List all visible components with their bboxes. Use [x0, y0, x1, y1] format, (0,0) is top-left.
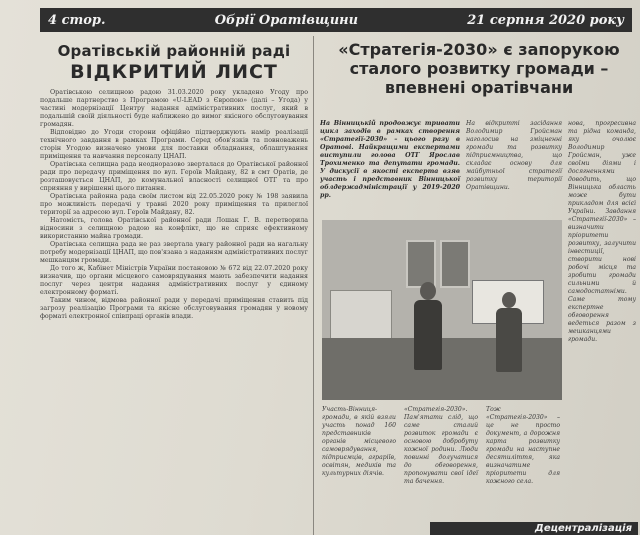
open-letter-title-line2: ВІДКРИТИЙ ЛИСТ [70, 61, 278, 83]
open-letter-body [40, 89, 308, 321]
event-photo [322, 220, 562, 400]
paragraph: Оратівська селищна рада неодноразово зверталася до Оратівської районної ради про передачу приміщення по вул. Героїв Майдану, 82 в смт Оратів, де розташовується ЦНАП, до комунальної власності селищної ОТГ та про сприяння у вирішенні цього питання. [40, 161, 308, 192]
section-footer: Децентралізація [430, 522, 638, 535]
article-column-bottom-2: «Стратегія-2030». Пам'ятати слід, що саме сталий розвиток громади є основою добробуту кожної родини. Люди повинні долучатися до обговорення, пропонувати свої ідеї та бачення. [404, 406, 478, 485]
article-column-bottom-1: Участь-Вінниця-громади, в якій взяли участь понад 160 представників органів місцевого самоврядування, підприємців, аграріїв, освітян, медиків та культурних діячів. [322, 406, 396, 477]
photo-person-head [502, 292, 516, 308]
strategy-article [320, 36, 638, 535]
photo-person-head [420, 282, 436, 300]
page-number: 4 стор. [48, 12, 106, 28]
photo-floor [322, 338, 562, 400]
photo-person [496, 308, 522, 372]
open-letter-title-line1: Оратівській районній раді [57, 42, 291, 60]
paragraph: Таким чином, відмова районної ради у передачі приміщення ставить під загрозу реалізацію Програми та якісне обслуговування громадян у новому форматі електронної співпраці органів влади. [40, 297, 308, 320]
strategy-columns [320, 120, 638, 535]
paragraph: До того ж, Кабінет Міністрів України постановою № 672 від 22.07.2020 року визначив, що органи місцевого самоврядування мають забезпечити надання послуг через центри надання адміністративних послуг у єдиному електронному форматі. [40, 265, 308, 296]
paragraph: Відповідно до Угоди сторони офіційно підтверджують намір реалізації технічного завдання в рамках Програми. Серед обов'язків та повноважень сторін Угодою визначено умови для поставки обладнання, облаштування приміщення та навчання персоналу ЦНАП. [40, 129, 308, 160]
strategy-headline: «Стратегія-2030» є запорукою сталого розвитку громади – впевнені оратівчани [338, 40, 620, 97]
paragraph: Натомість, голова Оратівської районної ради Лошак Г. В. перетворила відносини з селищною радою на конфлікт, що не сприяє ефективному використанню майна громади. [40, 217, 308, 240]
photo-window [440, 240, 470, 288]
issue-date: 21 серпня 2020 року [467, 12, 624, 28]
paragraph: Оратівська селищна рада не раз звертала увагу районної ради на нагальну потребу модернізації ЦНАП, що пов'язана з наданням адміністративних послуг мешканцям громади. [40, 241, 308, 264]
article-lead: На Вінницькій продовжує тривати цикл заходів в рамках створення «Стратегії-2030» – цього разу в Оратові. Найкращими експертами виступили голова ОТГ Ярослав Трохименко та депутати громади. У дискусії в якості експерта взяв участь і представник Вінницької облдержадміністрації у 2019-2020 рр. [320, 120, 460, 199]
page-header [40, 8, 632, 32]
newspaper-name: Обрії Оратівщини [214, 12, 359, 28]
paragraph: Оратівською селищною радою 31.03.2020 року укладено Угоду про подальше партнерство з Програмою «U-LEAD з Європою» (далі – Угода) у частині модернізації Центру надання адміністративних послуг, який в подальшій своїй діяльності буде наближено до вимог якісного обслуговування громадян. [40, 89, 308, 128]
photo-banner [330, 290, 392, 340]
photo-person [414, 300, 442, 370]
article-column-bottom-3: Тож «Стратегія-2030» – це не просто документ, а дорожня карта розвитку громади на наступне десятиліття, яка визначатиме пріоритети для кожного села. [486, 406, 560, 485]
open-letter-article [40, 36, 308, 535]
column-divider [313, 36, 314, 535]
article-column-top: На відкритті засідання Володимир Гройсман наголосив на зміцненні громади та розвитку підприємництва, що складає основу для майбутньої стратегії розвитку території Оратівщини. [466, 120, 562, 191]
article-column-right: нова, прогресивна та рідна команда, яку очолює Володимир Гройсман, уже своїми діями і досягненнями доводить, що Вінницька область може бути прикладом для всієї України. Завдання «Стратегії-2030» – визначити пріоритети розвитку, залучити інвестиції, створити нові робочі місця та зробити громади сильними й самодостатніми. Саме тому експертне обговорення ведеться разом з мешканцями громади. [568, 120, 636, 343]
paragraph: Оратівська районна рада своїм листом від 22.05.2020 року № 198 заявила про можливість передачі у травні 2020 року приміщення та прилеглої території за адресою вул. Героїв Майдану, 82. [40, 193, 308, 216]
photo-window [406, 240, 436, 288]
